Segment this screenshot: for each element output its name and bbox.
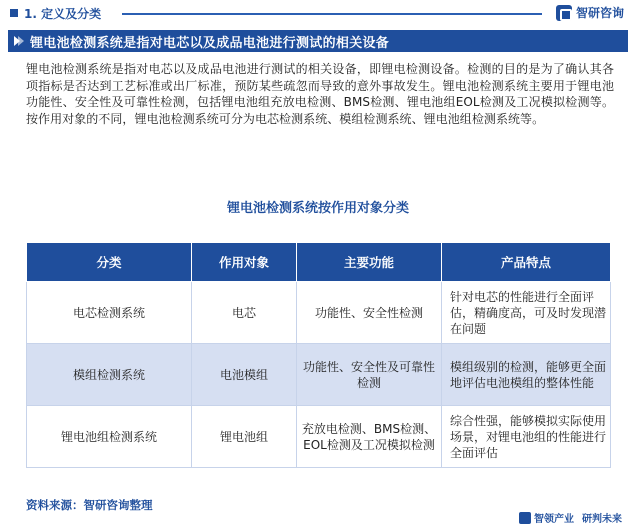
cell-target: 锂电池组	[192, 406, 297, 468]
header-function: 主要功能	[297, 243, 442, 282]
section-title: 1. 定义及分类	[24, 7, 102, 21]
table-title: 锂电池检测系统按作用对象分类	[226, 201, 409, 216]
banner-title: 锂电池检测系统是指对电芯以及成品电池进行测试的相关设备	[30, 36, 390, 51]
section-marker-icon	[10, 9, 18, 17]
top-section-bar	[0, 0, 636, 28]
cell-feature: 针对电芯的性能进行全面评估，精确度高，可及时发现潜在问题	[442, 282, 611, 344]
table-header-row	[27, 243, 611, 282]
chevron-right-icon	[12, 35, 24, 47]
header-feature: 产品特点	[442, 243, 611, 282]
cell-function: 充放电检测、BMS检测、EOL检测及工况模拟检测	[297, 406, 442, 468]
cell-target: 电芯	[192, 282, 297, 344]
cell-feature: 模组级别的检测，能够更全面地评估电池模组的整体性能	[442, 344, 611, 406]
header-category: 分类	[27, 243, 192, 282]
cell-feature: 综合性强，能够模拟实际使用场景，对锂电池组的性能进行全面评估	[442, 406, 611, 468]
classification-table	[26, 242, 611, 468]
table-row	[27, 282, 611, 344]
cell-target: 电池模组	[192, 344, 297, 406]
brand-logo	[556, 4, 624, 21]
footer-slogan-left: 智领产业	[534, 514, 574, 525]
table-row	[27, 406, 611, 468]
intro-paragraph: 锂电池检测系统是指对电芯以及成品电池进行测试的相关设备，即锂电检测设备。检测的目的是为了确认其各项指标是否达到工艺标准或出厂标准，预防某些疏忽而导致的意外事故发生。锂电池检测系统主要用于锂电池功能性、安全性及可靠性检测，包括锂电池组充放电检测、BMS检测、锂电池组EOL检测及工况模拟检测等。按作用对象的不同，锂电池检测系统可分为电芯检测系统、模组检测系统、锂电池组检测系统等。	[26, 62, 614, 126]
cell-category: 模组检测系统	[27, 344, 192, 406]
footer-slogan-right: 研判未来	[582, 514, 622, 525]
cell-function: 功能性、安全性检测	[297, 282, 442, 344]
title-banner	[8, 30, 628, 52]
cell-function: 功能性、安全性及可靠性检测	[297, 344, 442, 406]
footer-brand	[519, 510, 622, 525]
header-target: 作用对象	[192, 243, 297, 282]
brand-icon	[556, 5, 572, 21]
brand-name: 智研咨询	[575, 6, 624, 20]
brand-icon	[519, 512, 531, 524]
table-row	[27, 344, 611, 406]
source-note: 资料来源：智研咨询整理	[26, 498, 153, 512]
section-divider	[122, 13, 542, 15]
cell-category: 锂电池组检测系统	[27, 406, 192, 468]
cell-category: 电芯检测系统	[27, 282, 192, 344]
